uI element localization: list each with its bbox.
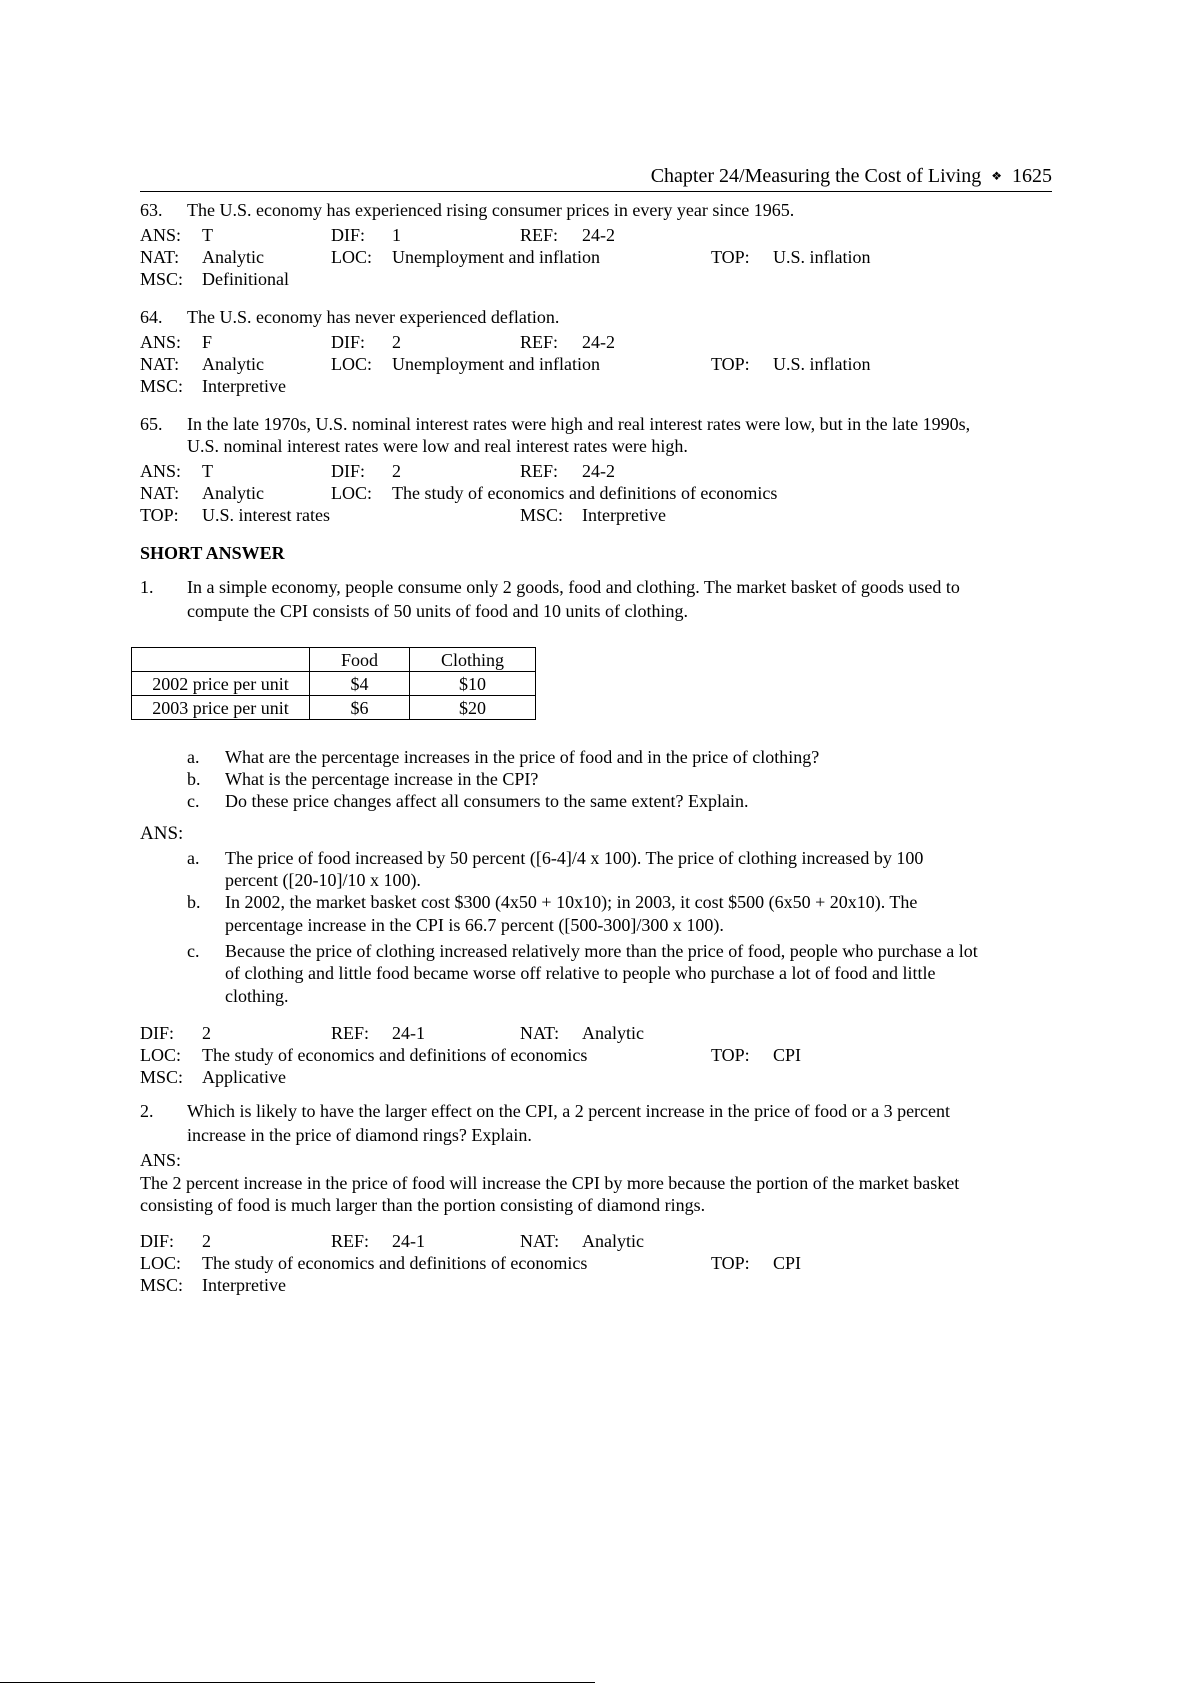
question-line: In a simple economy, people consume only 2 goods, food and clothing. The market basket of goods used to: [187, 577, 960, 597]
loc-key: LOC:: [331, 247, 373, 267]
dif-key: DIF:: [140, 1023, 175, 1043]
question-number: 2.: [140, 1101, 154, 1121]
msc-key: MSC:: [140, 1275, 184, 1295]
page-header: [140, 163, 1052, 192]
sub-question: [187, 768, 1107, 790]
sub-question-letter: c.: [187, 791, 200, 811]
ref-value: 24-1: [392, 1023, 425, 1043]
table-corner-cell: [132, 648, 310, 672]
nat-value: Analytic: [582, 1023, 644, 1043]
question-number: 65.: [140, 414, 163, 434]
sa2-meta: [140, 1230, 1060, 1296]
ref-key: REF:: [331, 1023, 370, 1043]
section-heading: SHORT ANSWER: [140, 543, 285, 563]
top-key: TOP:: [140, 505, 179, 525]
meta-row: [140, 1044, 1060, 1066]
answer-line: In 2002, the market basket cost $300 (4x50 + 10x10); in 2003, it cost $500 (6x50 + 20x10). The: [225, 892, 918, 912]
sub-question: [187, 790, 1107, 812]
sub-question-letter: b.: [187, 769, 201, 789]
msc-key: MSC:: [520, 505, 564, 525]
short-answer-1: [140, 576, 1060, 622]
ans-key: ANS:: [140, 225, 182, 245]
loc-value: Unemployment and inflation: [392, 354, 600, 374]
answers: [140, 847, 1060, 1007]
diamond-icon: ❖: [991, 169, 1002, 183]
dif-key: DIF:: [140, 1231, 175, 1251]
ref-key: REF:: [331, 1231, 370, 1251]
meta-row: [140, 460, 1060, 482]
answer-line: percentage increase in the CPI is 66.7 percent ([500-300]/300 x 100).: [225, 915, 724, 935]
top-key: TOP:: [711, 354, 750, 374]
meta-row: [140, 1252, 1060, 1274]
sub-question-text: Do these price changes affect all consumers to the same extent? Explain.: [225, 791, 749, 811]
question-text: [140, 199, 1060, 221]
answer-line: consisting of food is much larger than the portion consisting of diamond rings.: [140, 1195, 706, 1215]
header-title-line: [651, 163, 1052, 191]
question-number: 63.: [140, 200, 163, 220]
msc-key: MSC:: [140, 269, 184, 289]
ref-key: REF:: [520, 225, 559, 245]
ref-key: REF:: [520, 461, 559, 481]
question-64: [140, 306, 1060, 397]
question-line: compute the CPI consists of 50 units of food and 10 units of clothing.: [187, 601, 688, 621]
nat-key: NAT:: [140, 354, 180, 374]
question-line: U.S. nominal interest rates were low and real interest rates were high.: [187, 436, 688, 456]
msc-value: Interpretive: [582, 505, 666, 525]
sub-question-text: What are the percentage increases in the price of food and in the price of clothing?: [225, 747, 820, 767]
column-header-food: Food: [310, 648, 410, 672]
answer-letter: b.: [187, 892, 201, 912]
msc-key: MSC:: [140, 376, 184, 396]
loc-value: Unemployment and inflation: [392, 247, 600, 267]
nat-key: NAT:: [140, 483, 180, 503]
dif-value: 2: [392, 461, 401, 481]
ans-value: T: [202, 461, 213, 481]
loc-key: LOC:: [331, 354, 373, 374]
question-line: In the late 1970s, U.S. nominal interest rates were high and real interest rates were low, but in the late 1990s,: [187, 414, 971, 434]
answer-line: Because the price of clothing increased relatively more than the price of food, people who purchase a lot: [225, 941, 978, 961]
msc-value: Applicative: [202, 1067, 286, 1087]
loc-key: LOC:: [331, 483, 373, 503]
question-text: [140, 576, 1060, 622]
row-label: 2002 price per unit: [132, 672, 310, 696]
table-cell: $10: [410, 672, 536, 696]
ans-key: ANS:: [140, 332, 182, 352]
sub-question: [187, 746, 1107, 768]
nat-value: Analytic: [202, 247, 264, 267]
table-cell: $4: [310, 672, 410, 696]
question-line: The U.S. economy has experienced rising consumer prices in every year since 1965.: [187, 200, 795, 220]
answer-line: The 2 percent increase in the price of food will increase the CPI by more because the portion of the market basket: [140, 1173, 960, 1193]
meta-row: [140, 504, 1060, 526]
top-key: TOP:: [711, 1253, 750, 1273]
question-number: 1.: [140, 577, 154, 597]
ans-value: T: [202, 225, 213, 245]
question-65: [140, 413, 1060, 526]
sub-question-letter: a.: [187, 747, 200, 767]
row-label: 2003 price per unit: [132, 696, 310, 720]
answer-letter: c.: [187, 941, 200, 961]
meta-row: [140, 482, 1060, 504]
meta-row: [140, 268, 1060, 290]
meta-row: [140, 331, 1060, 353]
meta-row: [140, 1230, 1060, 1252]
top-value: U.S. inflation: [773, 247, 871, 267]
sub-question-text: What is the percentage increase in the CPI?: [225, 769, 539, 789]
meta-row: [140, 1066, 1060, 1088]
dif-value: 2: [202, 1023, 211, 1043]
dif-key: DIF:: [331, 225, 366, 245]
table-cell: $6: [310, 696, 410, 720]
top-key: TOP:: [711, 1045, 750, 1065]
column-header-clothing: Clothing: [410, 648, 536, 672]
question-number: 64.: [140, 307, 163, 327]
answer-label: ANS:: [140, 1150, 182, 1170]
meta-row: [140, 1274, 1060, 1296]
msc-value: Definitional: [202, 269, 289, 289]
top-value: CPI: [773, 1253, 802, 1273]
nat-key: NAT:: [520, 1023, 560, 1043]
meta-row: [140, 246, 1060, 268]
ref-value: 24-2: [582, 461, 615, 481]
answer-line: of clothing and little food became worse off relative to people who purchase a lot of food and little: [225, 963, 936, 983]
answer-item: [187, 891, 1107, 936]
top-value: CPI: [773, 1045, 802, 1065]
sa1-meta: [140, 1022, 1060, 1088]
short-answer-2: [140, 1100, 1060, 1216]
top-value: U.S. interest rates: [202, 505, 330, 525]
dif-value: 2: [202, 1231, 211, 1251]
ref-value: 24-2: [582, 332, 615, 352]
msc-key: MSC:: [140, 1067, 184, 1087]
meta-row: [140, 1022, 1060, 1044]
question-text: [140, 306, 1060, 328]
loc-value: The study of economics and definitions of economics: [392, 483, 778, 503]
page-number: 1625: [1012, 165, 1052, 187]
loc-value: The study of economics and definitions of economics: [202, 1045, 588, 1065]
nat-value: Analytic: [202, 483, 264, 503]
ans-key: ANS:: [140, 461, 182, 481]
table-cell: $20: [410, 696, 536, 720]
question-line: Which is likely to have the larger effect on the CPI, a 2 percent increase in the price of food or a 3 percent: [187, 1101, 951, 1121]
nat-value: Analytic: [202, 354, 264, 374]
price-table: [131, 647, 536, 720]
answer-letter: a.: [187, 848, 200, 868]
answer-label: ANS:: [140, 823, 184, 844]
dif-value: 2: [392, 332, 401, 352]
answer-line: clothing.: [225, 986, 289, 1006]
loc-key: LOC:: [140, 1045, 182, 1065]
sub-questions: [140, 746, 1060, 812]
answer-line: percent ([20-10]/10 x 100).: [225, 870, 421, 890]
bottom-divider: [0, 1682, 595, 1683]
loc-value: The study of economics and definitions of economics: [202, 1253, 588, 1273]
nat-value: Analytic: [582, 1231, 644, 1251]
meta-row: [140, 224, 1060, 246]
answer-item: [187, 847, 1107, 891]
msc-value: Interpretive: [202, 376, 286, 396]
ref-key: REF:: [520, 332, 559, 352]
table-row: [132, 672, 536, 696]
question-63: [140, 199, 1060, 290]
loc-key: LOC:: [140, 1253, 182, 1273]
table-row: [132, 696, 536, 720]
dif-value: 1: [392, 225, 401, 245]
dif-key: DIF:: [331, 461, 366, 481]
question-text: [140, 413, 1060, 457]
meta-row: [140, 353, 1060, 375]
table-header-row: [132, 648, 536, 672]
msc-value: Interpretive: [202, 1275, 286, 1295]
nat-key: NAT:: [140, 247, 180, 267]
ref-value: 24-1: [392, 1231, 425, 1251]
meta-row: [140, 375, 1060, 397]
chapter-title: Chapter 24/Measuring the Cost of Living: [650, 165, 982, 187]
answer-line: The price of food increased by 50 percent ([6-4]/4 x 100). The price of clothing increased by 100: [225, 848, 924, 868]
question-line: increase in the price of diamond rings? Explain.: [187, 1125, 532, 1145]
top-value: U.S. inflation: [773, 354, 871, 374]
question-line: The U.S. economy has never experienced deflation.: [187, 307, 560, 327]
answer-item: [187, 940, 1107, 1007]
dif-key: DIF:: [331, 332, 366, 352]
question-text: [140, 1100, 1060, 1146]
ref-value: 24-2: [582, 225, 615, 245]
nat-key: NAT:: [520, 1231, 560, 1251]
ans-value: F: [202, 332, 213, 352]
top-key: TOP:: [711, 247, 750, 267]
